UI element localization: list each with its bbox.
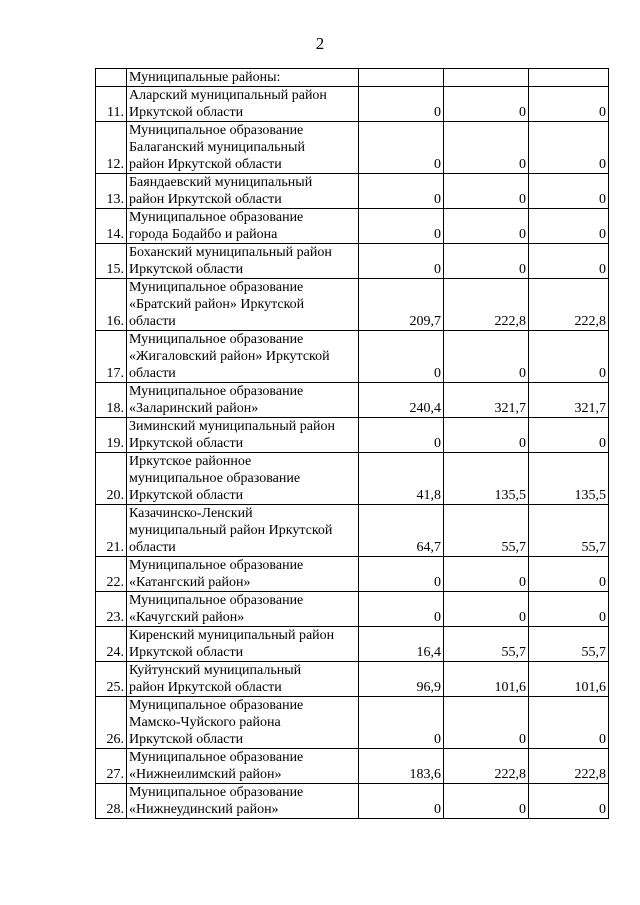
- municipality-name-line: Муниципальное образование: [129, 210, 304, 225]
- municipality-name-line: Муниципальное образование: [129, 123, 304, 138]
- table-row: [96, 383, 609, 418]
- value-col-2: 55,7: [444, 505, 529, 557]
- value-col-2: 222,8: [444, 279, 529, 331]
- table-row: [96, 331, 609, 383]
- municipality-name: [127, 627, 359, 662]
- row-number: 20.: [96, 453, 127, 505]
- municipality-name: [127, 209, 359, 244]
- municipality-name-line: муниципальное образование: [129, 471, 301, 486]
- value-col-3: 0: [529, 174, 609, 209]
- table-row: [96, 453, 609, 505]
- table-row: [96, 505, 609, 557]
- value-col-2: 0: [444, 592, 529, 627]
- municipality-name: [127, 418, 359, 453]
- municipality-name: [127, 87, 359, 122]
- municipality-name-line: Зиминский муниципальный район: [129, 419, 335, 434]
- row-number: 24.: [96, 627, 127, 662]
- value-col-1: 96,9: [359, 662, 444, 697]
- value-col-2: 101,6: [444, 662, 529, 697]
- value-col-2: 0: [444, 557, 529, 592]
- municipality-name: [127, 331, 359, 383]
- municipality-name-line: города Бодайбо и района: [129, 227, 278, 242]
- row-number: 26.: [96, 697, 127, 749]
- row-number: 17.: [96, 331, 127, 383]
- municipality-name-line: Киренский муниципальный район: [129, 628, 335, 643]
- value-col-2: 0: [444, 122, 529, 174]
- page-number: 2: [315, 34, 325, 53]
- row-number: 18.: [96, 383, 127, 418]
- value-col-2: 55,7: [444, 627, 529, 662]
- value-col-3: 0: [529, 244, 609, 279]
- value-col-3: 0: [529, 418, 609, 453]
- row-number: 23.: [96, 592, 127, 627]
- municipality-name-line: Баяндаевский муниципальный: [129, 175, 313, 190]
- value-col-1: 183,6: [359, 749, 444, 784]
- row-number: 25.: [96, 662, 127, 697]
- municipality-name-line: Иркутской области: [129, 488, 244, 503]
- value-col-1: 0: [359, 209, 444, 244]
- table-row: [96, 244, 609, 279]
- row-number: 28.: [96, 784, 127, 819]
- value-col-2: 0: [444, 331, 529, 383]
- municipality-name: [127, 453, 359, 505]
- municipality-name-line: Муниципальное образование: [129, 558, 304, 573]
- value-col-3: 0: [529, 697, 609, 749]
- value-col-3: 55,7: [529, 505, 609, 557]
- table-row: [96, 174, 609, 209]
- value-col-2: 0: [444, 697, 529, 749]
- header-value-2-cell: [444, 69, 529, 87]
- value-col-1: 0: [359, 784, 444, 819]
- value-col-1: 0: [359, 87, 444, 122]
- municipality-name-line: «Качугский район»: [129, 610, 245, 625]
- row-number: 15.: [96, 244, 127, 279]
- table-row: [96, 662, 609, 697]
- table-row: [96, 122, 609, 174]
- municipality-name-line: муниципальный район Иркутской: [129, 523, 333, 538]
- table-body: [96, 69, 609, 819]
- municipality-name-line: «Заларинский район»: [129, 401, 259, 416]
- value-col-3: 222,8: [529, 279, 609, 331]
- municipality-name: [127, 749, 359, 784]
- municipality-name-line: Балаганский муниципальный: [129, 140, 305, 155]
- value-col-1: 0: [359, 592, 444, 627]
- municipality-name: [127, 697, 359, 749]
- header-value-3-cell: [529, 69, 609, 87]
- municipality-name-line: Муниципальное образование: [129, 593, 304, 608]
- value-col-3: 0: [529, 557, 609, 592]
- municipality-name-line: Муниципальное образование: [129, 750, 304, 765]
- municipality-name-line: Иркутское районное: [129, 454, 252, 469]
- value-col-3: 0: [529, 122, 609, 174]
- row-number: 11.: [96, 87, 127, 122]
- row-number: 21.: [96, 505, 127, 557]
- value-col-3: 0: [529, 87, 609, 122]
- municipality-name: [127, 784, 359, 819]
- municipality-name-line: район Иркутской области: [129, 192, 282, 207]
- row-number: 22.: [96, 557, 127, 592]
- municipality-name-line: области: [129, 366, 176, 381]
- section-header: Муниципальные районы:: [127, 69, 359, 87]
- value-col-1: 0: [359, 697, 444, 749]
- municipality-name-line: Иркутской области: [129, 105, 244, 120]
- header-num-cell: [96, 69, 127, 87]
- row-number: 19.: [96, 418, 127, 453]
- municipality-name: [127, 122, 359, 174]
- municipality-name-line: Иркутской области: [129, 732, 244, 747]
- value-col-2: 0: [444, 784, 529, 819]
- value-col-2: 0: [444, 418, 529, 453]
- municipality-name-line: области: [129, 540, 176, 555]
- municipality-name-line: Муниципальное образование: [129, 698, 304, 713]
- municipality-name-line: Муниципальное образование: [129, 785, 304, 800]
- municipality-name-line: Аларский муниципальный район: [129, 88, 327, 103]
- municipality-name-line: Иркутской области: [129, 645, 244, 660]
- data-table: [95, 68, 609, 819]
- municipality-name-line: Муниципальное образование: [129, 280, 304, 295]
- value-col-1: 0: [359, 557, 444, 592]
- municipality-name-line: Мамско-Чуйского района: [129, 715, 281, 730]
- value-col-1: 16,4: [359, 627, 444, 662]
- value-col-3: 321,7: [529, 383, 609, 418]
- municipality-name: [127, 505, 359, 557]
- value-col-1: 0: [359, 174, 444, 209]
- value-col-3: 101,6: [529, 662, 609, 697]
- municipality-name-line: «Братский район» Иркутской: [129, 297, 305, 312]
- municipality-name: [127, 557, 359, 592]
- table-row: [96, 592, 609, 627]
- table-row: [96, 557, 609, 592]
- row-number: 14.: [96, 209, 127, 244]
- value-col-1: 0: [359, 244, 444, 279]
- value-col-3: 222,8: [529, 749, 609, 784]
- municipality-name: [127, 244, 359, 279]
- municipality-name-line: район Иркутской области: [129, 680, 282, 695]
- value-col-3: 135,5: [529, 453, 609, 505]
- table-row: [96, 418, 609, 453]
- municipality-name-line: области: [129, 314, 176, 329]
- value-col-3: 0: [529, 331, 609, 383]
- value-col-2: 0: [444, 87, 529, 122]
- municipality-name-line: «Катангский район»: [129, 575, 251, 590]
- row-number: 27.: [96, 749, 127, 784]
- municipality-name-line: «Жигаловский район» Иркутской: [129, 349, 330, 364]
- table-row: [96, 749, 609, 784]
- municipality-name: [127, 592, 359, 627]
- table-row: [96, 279, 609, 331]
- section-header-row: [96, 69, 609, 87]
- value-col-3: 55,7: [529, 627, 609, 662]
- value-col-2: 135,5: [444, 453, 529, 505]
- value-col-1: 0: [359, 331, 444, 383]
- municipality-name-line: «Нижнеилимский район»: [129, 767, 282, 782]
- table-row: [96, 209, 609, 244]
- row-number: 12.: [96, 122, 127, 174]
- municipality-name: [127, 174, 359, 209]
- value-col-1: 64,7: [359, 505, 444, 557]
- value-col-2: 222,8: [444, 749, 529, 784]
- table-row: [96, 697, 609, 749]
- municipality-name-line: район Иркутской области: [129, 157, 282, 172]
- municipality-name: [127, 383, 359, 418]
- value-col-1: 209,7: [359, 279, 444, 331]
- row-number: 16.: [96, 279, 127, 331]
- value-col-2: 0: [444, 174, 529, 209]
- value-col-3: 0: [529, 592, 609, 627]
- municipality-name-line: «Нижнеудинский район»: [129, 802, 279, 817]
- row-number: 13.: [96, 174, 127, 209]
- value-col-2: 321,7: [444, 383, 529, 418]
- municipality-name-line: Муниципальное образование: [129, 332, 304, 347]
- municipality-name: [127, 279, 359, 331]
- table-row: [96, 784, 609, 819]
- value-col-1: 240,4: [359, 383, 444, 418]
- municipality-name-line: Иркутской области: [129, 262, 244, 277]
- municipality-name-line: Куйтунский муниципальный: [129, 663, 302, 678]
- municipality-name-line: Боханский муниципальный район: [129, 245, 332, 260]
- municipality-name: [127, 662, 359, 697]
- table-row: [96, 627, 609, 662]
- value-col-1: 41,8: [359, 453, 444, 505]
- table-row: [96, 87, 609, 122]
- header-value-1-cell: [359, 69, 444, 87]
- value-col-2: 0: [444, 244, 529, 279]
- municipality-name-line: Казачинско-Ленский: [129, 506, 253, 521]
- value-col-2: 0: [444, 209, 529, 244]
- value-col-1: 0: [359, 418, 444, 453]
- value-col-3: 0: [529, 784, 609, 819]
- municipality-name-line: Муниципальное образование: [129, 384, 304, 399]
- municipality-name-line: Иркутской области: [129, 436, 244, 451]
- value-col-1: 0: [359, 122, 444, 174]
- value-col-3: 0: [529, 209, 609, 244]
